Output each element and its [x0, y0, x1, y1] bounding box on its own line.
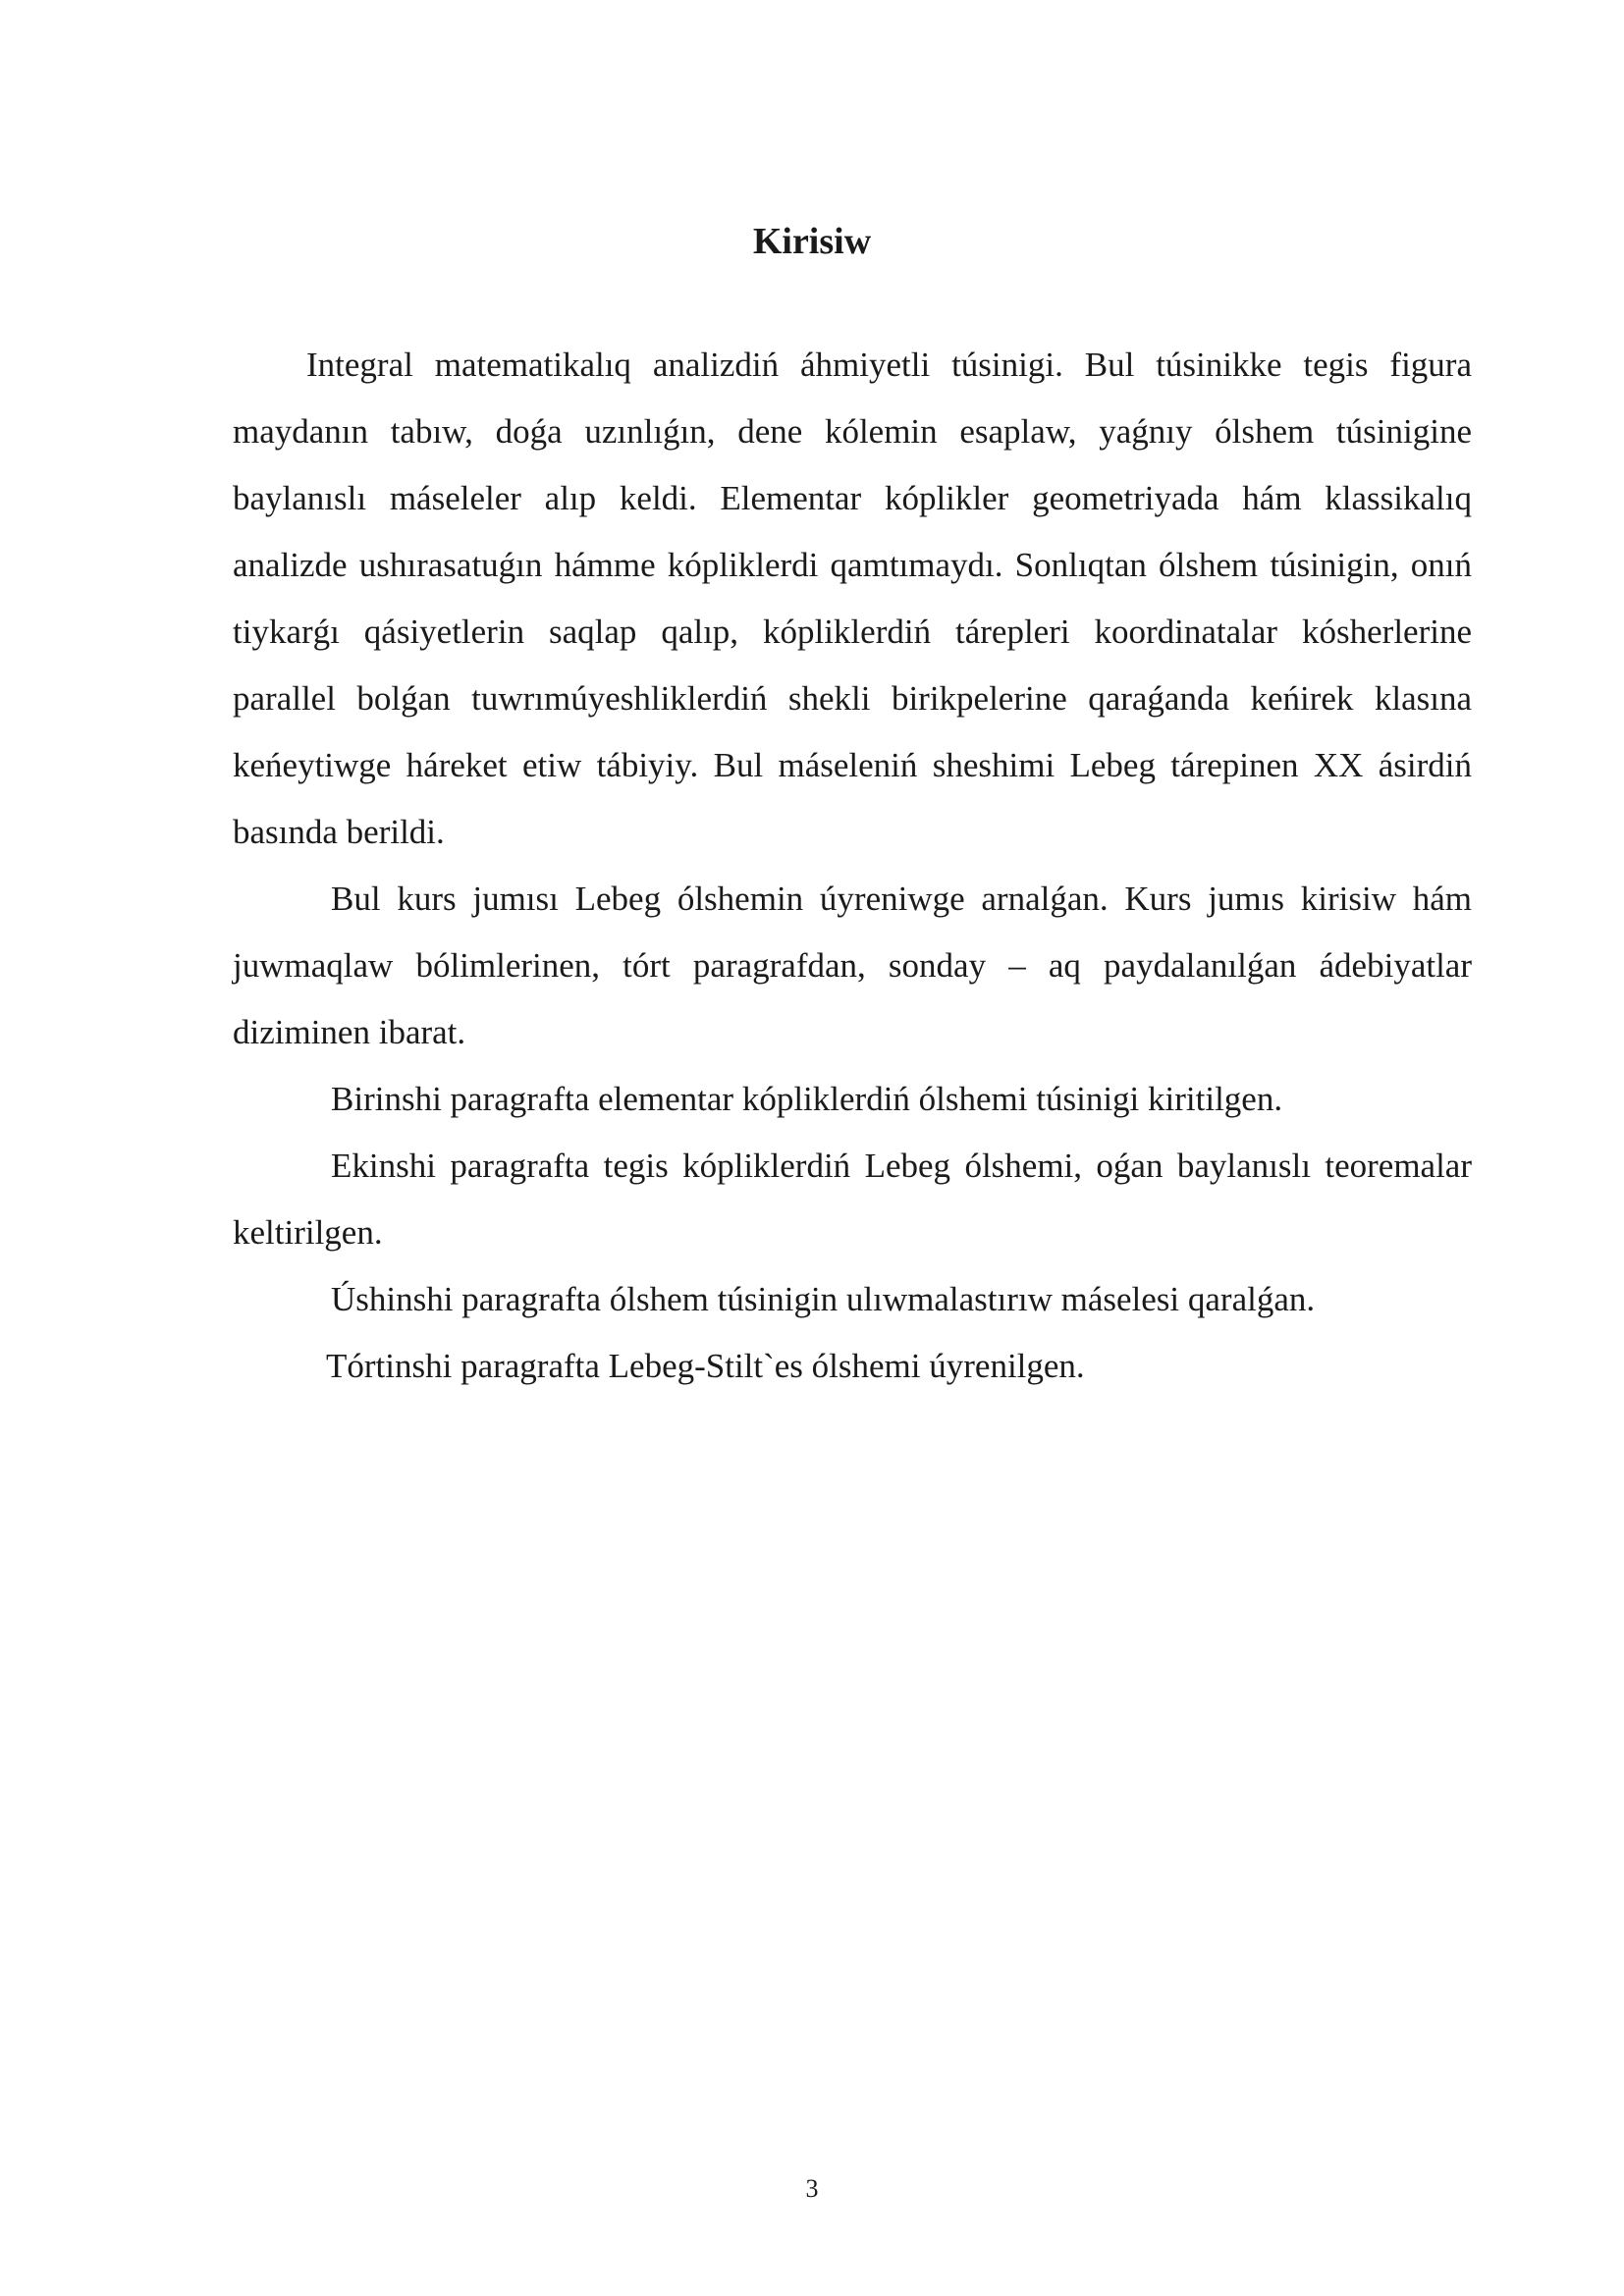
document-body [233, 332, 1472, 1400]
paragraph-third-section: Úshinshi paragrafta ólshem túsinigin ulıwmalastırıw máselesi qaralǵan. [331, 1280, 1316, 1318]
page-title: Kirisiw [752, 221, 872, 262]
paragraph-structure: Bul kurs jumısı Lebeg ólshemin úyreniwge arnalǵan. Kurs jumıs kirisiw hám juwmaqlaw bólimlerinen, tórt paragrafdan, sonday – aq paydalanılǵan ádebiyatlar diziminen ibarat. [233, 880, 1472, 1051]
paragraph-fourth-section: Tórtinshi paragrafta Lebeg-Stilt`es ólshemi úyrenilgen. [326, 1347, 1085, 1385]
paragraph-first-section: Birinshi paragrafta elementar kópliklerdiń ólshemi túsinigi kiritilgen. [331, 1080, 1283, 1118]
paragraph-introduction: Integral matematikalıq analizdiń áhmiyetli túsinigi. Bul túsinikke tegis figura maydanın tabıw, doǵa uzınlıǵın, dene kólemin esaplaw, yaǵnıy ólshem túsinigine baylanıslı máseleler alıp keldi. Elementar kóplikler geometriyada hám klassikalıq analizde ushırasatuǵın hámme kópliklerdi qamtımaydı. Sonlıqtan ólshem túsinigin, onıń tiykarǵı qásiyetlerin saqlap qalıp, kópliklerdiń tárepleri koordinatalar kósherlerine parallel bolǵan tuwrımúyeshliklerdiń shekli birikpelerine qaraǵanda keńirek klasına keńeytiwge háreket etiw tábiyiy. Bul máseleniń sheshimi Lebeg tárepinen XX ásirdiń basında berildi. [233, 346, 1472, 851]
page-number: 3 [805, 2174, 819, 2203]
paragraph-second-section: Ekinshi paragrafta tegis kópliklerdiń Lebeg ólshemi, oǵan baylanıslı teoremalar keltirilgen. [233, 1147, 1472, 1252]
